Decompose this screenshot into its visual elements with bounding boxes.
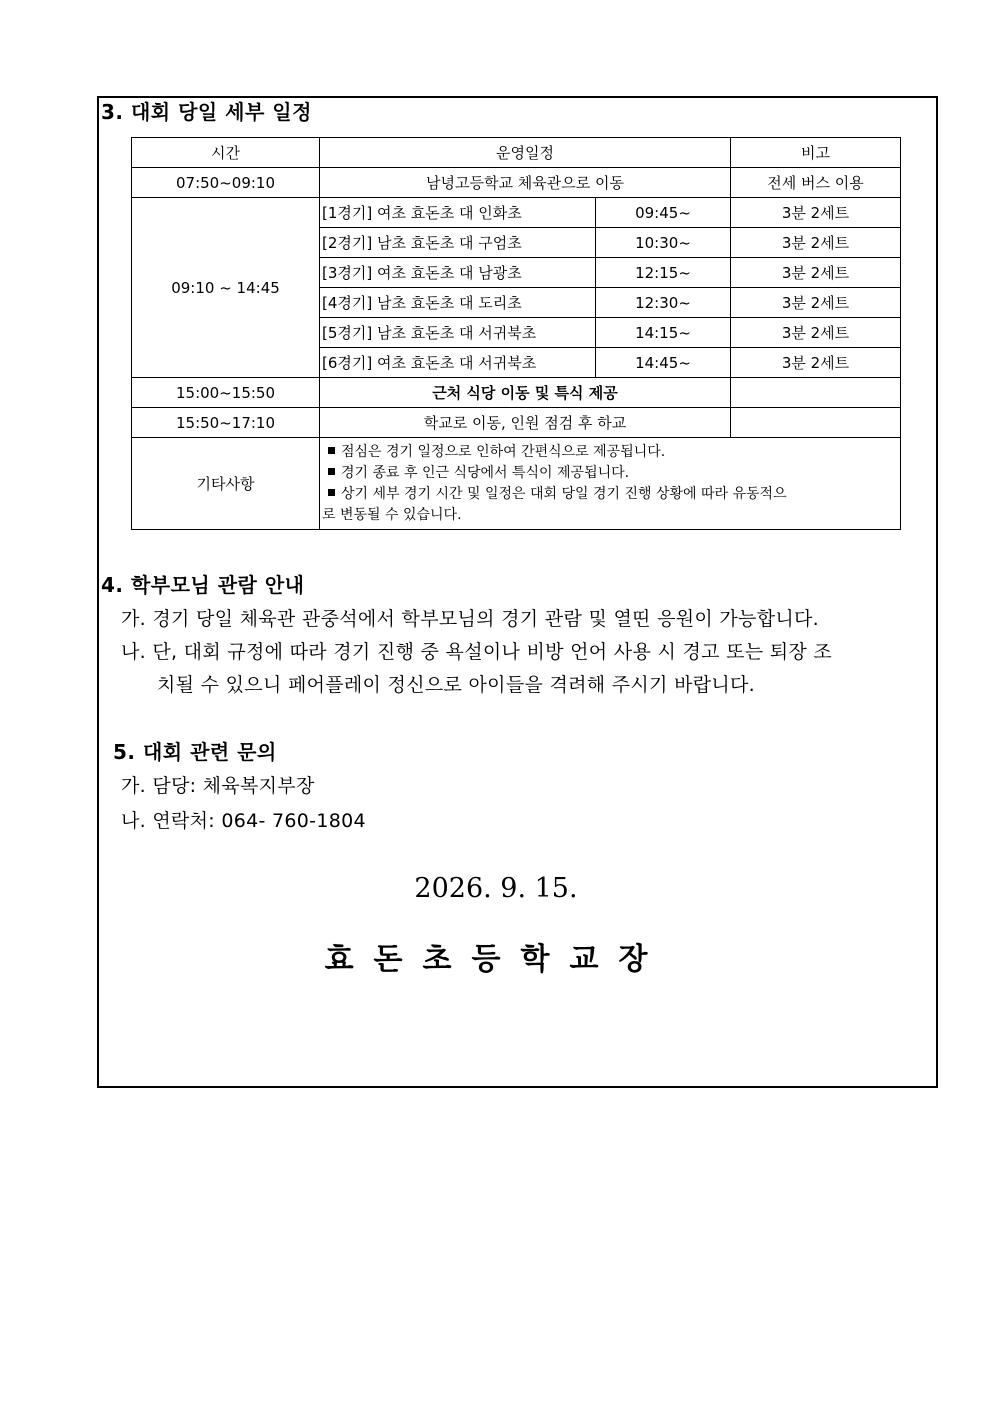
section-4-item-b-line1: 나. 단, 대회 규정에 따라 경기 진행 중 욕설이나 비방 언어 사용 시 경고 또는 퇴장 조 <box>121 641 833 663</box>
section-3-heading: 3. 대회 당일 세부 일정 <box>101 100 312 124</box>
document-date: 2026. 9. 15. <box>414 873 578 904</box>
note-line <box>322 463 898 484</box>
game-match: [6경기] 여초 효돈초 대 서귀북초 <box>320 348 596 378</box>
game-start: 12:15~ <box>596 258 731 288</box>
row-schedule: 남녕고등학교 체육관으로 이동 <box>320 168 731 198</box>
square-bullet-icon <box>328 489 335 496</box>
game-note: 3분 2세트 <box>731 258 901 288</box>
game-start: 10:30~ <box>596 228 731 258</box>
game-match: [2경기] 남초 효돈초 대 구엄초 <box>320 228 596 258</box>
row-schedule: 학교로 이동, 인원 점검 후 하교 <box>320 408 731 438</box>
contact-person: 가. 담당: 체육복지부장 <box>121 775 315 797</box>
row-time: 15:50~17:10 <box>132 408 320 438</box>
section-4-item-b-line2: 치될 수 있으니 페어플레이 정신으로 아이들을 격려해 주시기 바랍니다. <box>157 674 756 696</box>
note-text: 경기 종료 후 인근 식당에서 특식이 제공됩니다. <box>341 464 630 481</box>
game-start: 14:45~ <box>596 348 731 378</box>
game-match: [4경기] 남초 효돈초 대 도리초 <box>320 288 596 318</box>
game-start: 14:15~ <box>596 318 731 348</box>
header-schedule: 운영일정 <box>320 138 731 168</box>
table-row <box>132 168 901 198</box>
row-note <box>731 408 901 438</box>
row-time: 07:50~09:10 <box>132 168 320 198</box>
note-text: 점심은 경기 일정으로 인하여 간편식으로 제공됩니다. <box>341 443 666 460</box>
note-line-continued: 로 변동될 수 있습니다. <box>322 506 462 523</box>
game-start: 09:45~ <box>596 198 731 228</box>
note-line <box>322 442 898 463</box>
game-note: 3분 2세트 <box>731 318 901 348</box>
table-header-row <box>132 138 901 168</box>
games-time: 09:10 ~ 14:45 <box>132 198 320 378</box>
misc-notes <box>320 438 901 530</box>
table-row <box>132 198 901 228</box>
game-note: 3분 2세트 <box>731 198 901 228</box>
game-note: 3분 2세트 <box>731 348 901 378</box>
square-bullet-icon <box>328 468 335 475</box>
contact-phone: 나. 연락처: 064- 760-1804 <box>121 810 366 832</box>
game-match: [5경기] 남초 효돈초 대 서귀북초 <box>320 318 596 348</box>
row-schedule: 근처 식당 이동 및 특식 제공 <box>320 378 731 408</box>
header-time: 시간 <box>132 138 320 168</box>
section-4-item-a: 가. 경기 당일 체육관 관중석에서 학부모님의 경기 관람 및 열띤 응원이 가능합니다. <box>121 608 819 630</box>
school-principal-signature: 효돈초등학교장 <box>324 942 668 977</box>
game-note: 3분 2세트 <box>731 288 901 318</box>
game-start: 12:30~ <box>596 288 731 318</box>
note-text: 상기 세부 경기 시간 및 일정은 대회 당일 경기 진행 상황에 따라 유동적으 <box>341 485 787 502</box>
header-note: 비고 <box>731 138 901 168</box>
row-note: 전세 버스 이용 <box>731 168 901 198</box>
table-row <box>132 438 901 530</box>
misc-label: 기타사항 <box>132 438 320 530</box>
table-row <box>132 408 901 438</box>
game-note: 3분 2세트 <box>731 228 901 258</box>
table-row <box>132 378 901 408</box>
game-match: [1경기] 여초 효돈초 대 인화초 <box>320 198 596 228</box>
game-match: [3경기] 여초 효돈초 대 남광초 <box>320 258 596 288</box>
schedule-table <box>131 137 901 530</box>
section-5-heading: 5. 대회 관련 문의 <box>113 740 277 764</box>
square-bullet-icon <box>328 447 335 454</box>
row-time: 15:00~15:50 <box>132 378 320 408</box>
section-4-heading: 4. 학부모님 관람 안내 <box>101 573 305 597</box>
row-note <box>731 378 901 408</box>
note-line <box>322 484 898 505</box>
